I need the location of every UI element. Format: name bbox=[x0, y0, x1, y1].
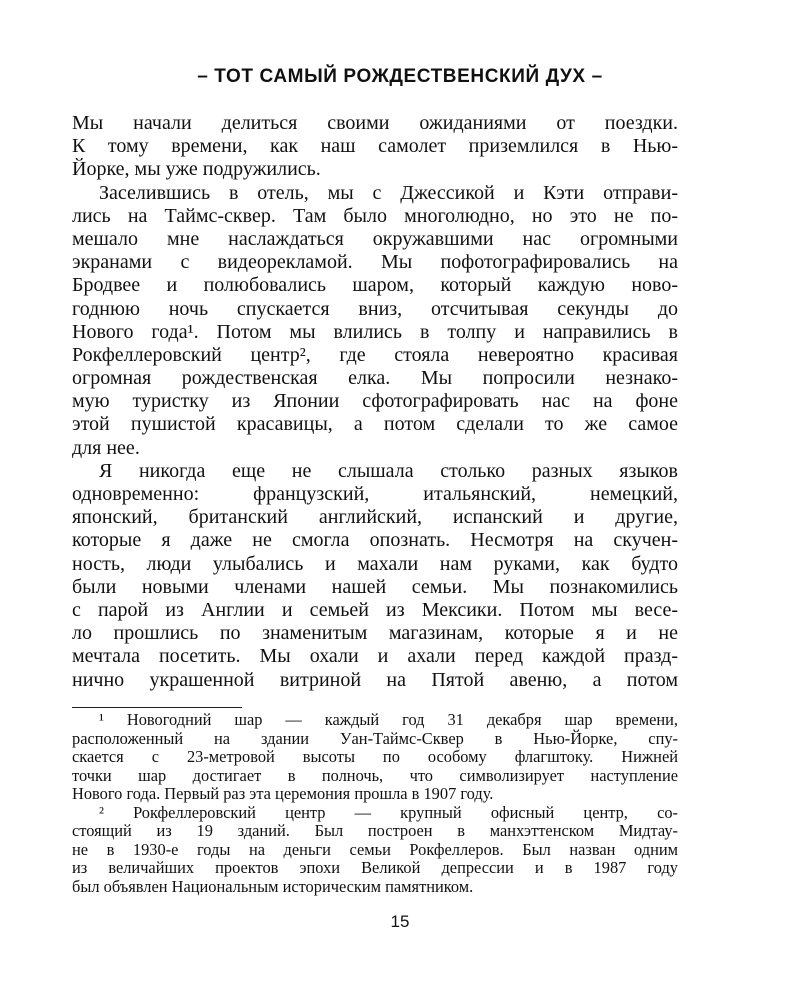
body-line: Мы начали делиться своими ожиданиями от поездки. bbox=[72, 112, 678, 134]
footnote-line: не в 1930-е годы на деньги семьи Рокфеллеров. Был назван одним bbox=[72, 839, 678, 859]
body-line: Йорке, мы уже подружились. bbox=[72, 158, 321, 181]
body-line: К тому времени, как наш самолет приземлился в Нью- bbox=[72, 135, 678, 158]
footnotes bbox=[72, 711, 678, 896]
body-line: экранами с видеорекламой. Мы пофотографировались на bbox=[72, 251, 678, 274]
body-line: Заселившись в отель, мы с Джессикой и Кэти отправи- bbox=[99, 181, 678, 204]
body-line: ло прошлись по знаменитым магазинам, которые я и не bbox=[72, 622, 678, 645]
body-line: годнюю ночь спускается вниз, отсчитывая секунды до bbox=[72, 297, 678, 320]
body-text bbox=[72, 112, 678, 692]
footnote-line: расположенный на здании Уан-Таймс-Сквер в Нью-Йорке, спу- bbox=[72, 728, 678, 748]
footnote-line: из величайших проектов эпохи Великой депрессии и в 1987 году bbox=[72, 858, 678, 877]
body-line: были новыми членами нашей семьи. Мы познакомились bbox=[72, 575, 678, 598]
body-line: Бродвее и полюбовались шаром, который каждую ново- bbox=[72, 274, 678, 297]
body-line: с парой из Англии и семьей из Мексики. Потом мы весе- bbox=[72, 598, 678, 621]
body-line: мешало мне наслаждаться окружавшими нас огромными bbox=[72, 227, 678, 250]
footnote-line: был объявлен Национальным историческим памятником. bbox=[72, 876, 474, 896]
footnote-line: стоящий из 19 зданий. Был построен в манхэттенском Мидтау- bbox=[72, 821, 678, 840]
footnote-line: точки шар достигает в полночь, что символизирует наступление bbox=[72, 765, 678, 785]
body-line: одновременно: французский, итальянский, немецкий, bbox=[72, 483, 678, 505]
footnote-line: Нового года. Первый раз эта церемония прошла в 1907 году. bbox=[72, 784, 494, 803]
body-line: Нового года¹. Потом мы влились в толпу и направились в bbox=[72, 320, 678, 343]
footnote-line: ² Рокфеллеровский центр — крупный офисный центр, со- bbox=[99, 802, 678, 822]
footnote-separator bbox=[72, 707, 242, 708]
footnote-line: ¹ Новогодний шар — каждый год 31 декабря шар времени, bbox=[99, 710, 678, 729]
page-number: 15 bbox=[390, 912, 410, 931]
body-line: ность, люди улыбались и махали нам руками, как будто bbox=[72, 552, 678, 575]
body-line: мечтала посетить. Мы охали и ахали перед каждой празд- bbox=[72, 645, 678, 668]
body-line: лись на Таймс-сквер. Там было многолюдно, но это не по- bbox=[72, 204, 678, 227]
body-line: нично украшенной витриной на Пятой авеню, а потом bbox=[72, 668, 678, 691]
body-line: мую туристку из Японии сфотографировать нас на фоне bbox=[72, 390, 678, 413]
body-line: Я никогда еще не слышала столько разных языков bbox=[99, 459, 678, 482]
body-line: огромная рождественская елка. Мы попросили незнако- bbox=[72, 367, 678, 390]
body-line: которые я даже не смогла опознать. Несмотря на скучен- bbox=[72, 529, 678, 552]
body-line: этой пушистой красавицы, а потом сделали то же самое bbox=[72, 413, 678, 436]
body-line: Рокфеллеровский центр², где стояла невероятно красивая bbox=[72, 343, 678, 366]
running-header: – ТОТ САМЫЙ РОЖДЕСТВЕНСКИЙ ДУХ – bbox=[197, 66, 603, 87]
body-line: для нее. bbox=[72, 436, 140, 459]
body-line: японский, британский английский, испанский и другие, bbox=[72, 506, 678, 529]
footnote-line: скается с 23-метровой высоты по особому флагштоку. Нижней bbox=[72, 747, 678, 766]
